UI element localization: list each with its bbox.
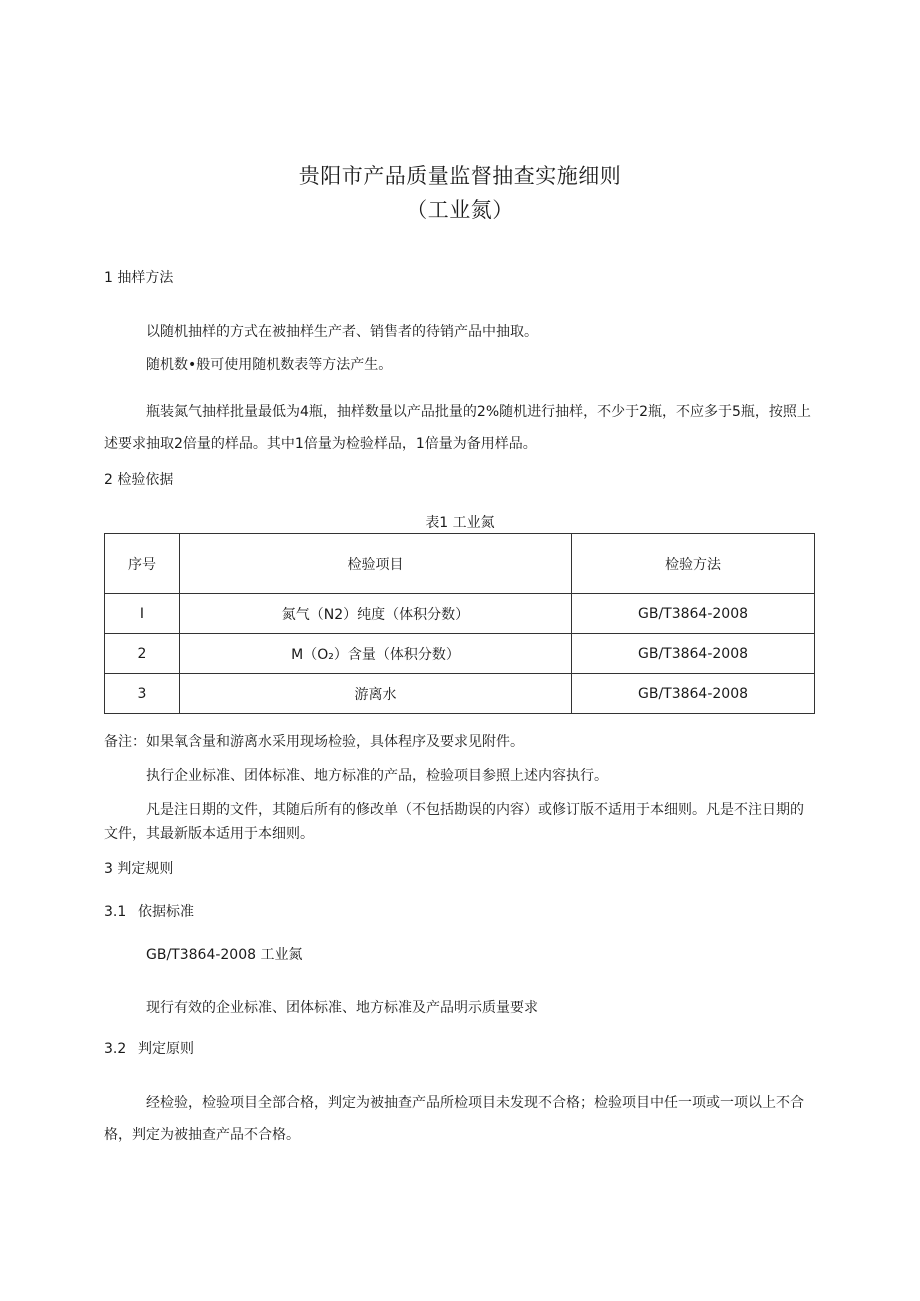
table-row (105, 674, 815, 714)
section-3-heading: 3 判定规则 (104, 861, 174, 877)
document-subtitle: （工业氮） (406, 198, 514, 222)
table-note: 备注：如果氧含量和游离水采用现场检验，具体程序及要求见附件。 (104, 734, 524, 750)
cell-method: GB/T3864-2008 (572, 674, 815, 714)
table-caption: 表1 工业氮 (425, 515, 495, 531)
cell-index: 2 (105, 634, 180, 674)
table-header-row (105, 534, 815, 594)
header-index: 序号 (105, 534, 180, 594)
header-method: 检验方法 (572, 534, 815, 594)
table-row (105, 634, 815, 674)
section-2-paragraph-1: 执行企业标准、团体标准、地方标准的产品，检验项目参照上述内容执行。 (146, 768, 608, 784)
section-2-paragraph-2: 凡是注日期的文件，其随后所有的修改单（不包括勘误的内容）或修订版不适用于本细则。凡是不注日期的文件，其最新版本适用于本细则。 (104, 802, 804, 842)
cell-item: 氮气（N2）纯度（体积分数） (180, 594, 572, 634)
section-3-paragraph-1: 经检验，检验项目全部合格，判定为被抽查产品所检项目未发现不合格；检验项目中任一项或一项以上不合格，判定为被抽查产品不合格。 (104, 1095, 804, 1143)
document-title: 贵阳市产品质量监督抽查实施细则 (298, 164, 622, 188)
section-2-heading: 2 检验依据 (104, 472, 174, 488)
subsection-3-2-title: 判定原则 (138, 1041, 194, 1057)
cell-method: GB/T3864-2008 (572, 634, 815, 674)
section-1-paragraph-2: 随机数•般可使用随机数表等方法产生。 (146, 357, 393, 373)
section-1-paragraph-1: 以随机抽样的方式在被抽样生产者、销售者的待销产品中抽取。 (146, 324, 538, 340)
standard-item-1: GB/T3864-2008 工业氮 (146, 947, 303, 963)
cell-index: 3 (105, 674, 180, 714)
cell-method: GB/T3864-2008 (572, 594, 815, 634)
inspection-table (104, 533, 815, 714)
section-1-paragraph-3: 瓶装氮气抽样批量最低为4瓶，抽样数量以产品批量的2%随机进行抽样，不少于2瓶，不应多于5瓶，按照上述要求抽取2倍量的样品。其中1倍量为检验样品，1倍量为备用样品。 (104, 404, 811, 452)
cell-item: M（O₂）含量（体积分数） (180, 634, 572, 674)
subsection-3-1-number: 3.1 (104, 904, 127, 920)
subsection-3-2-number: 3.2 (104, 1041, 127, 1057)
section-1-heading: 1 抽样方法 (104, 270, 174, 286)
subsection-3-1-title: 依据标准 (138, 904, 194, 920)
header-item: 检验项目 (180, 534, 572, 594)
standard-item-2: 现行有效的企业标准、团体标准、地方标准及产品明示质量要求 (146, 1000, 538, 1016)
cell-item: 游离水 (180, 674, 572, 714)
cell-index: I (105, 594, 180, 634)
table-row (105, 594, 815, 634)
